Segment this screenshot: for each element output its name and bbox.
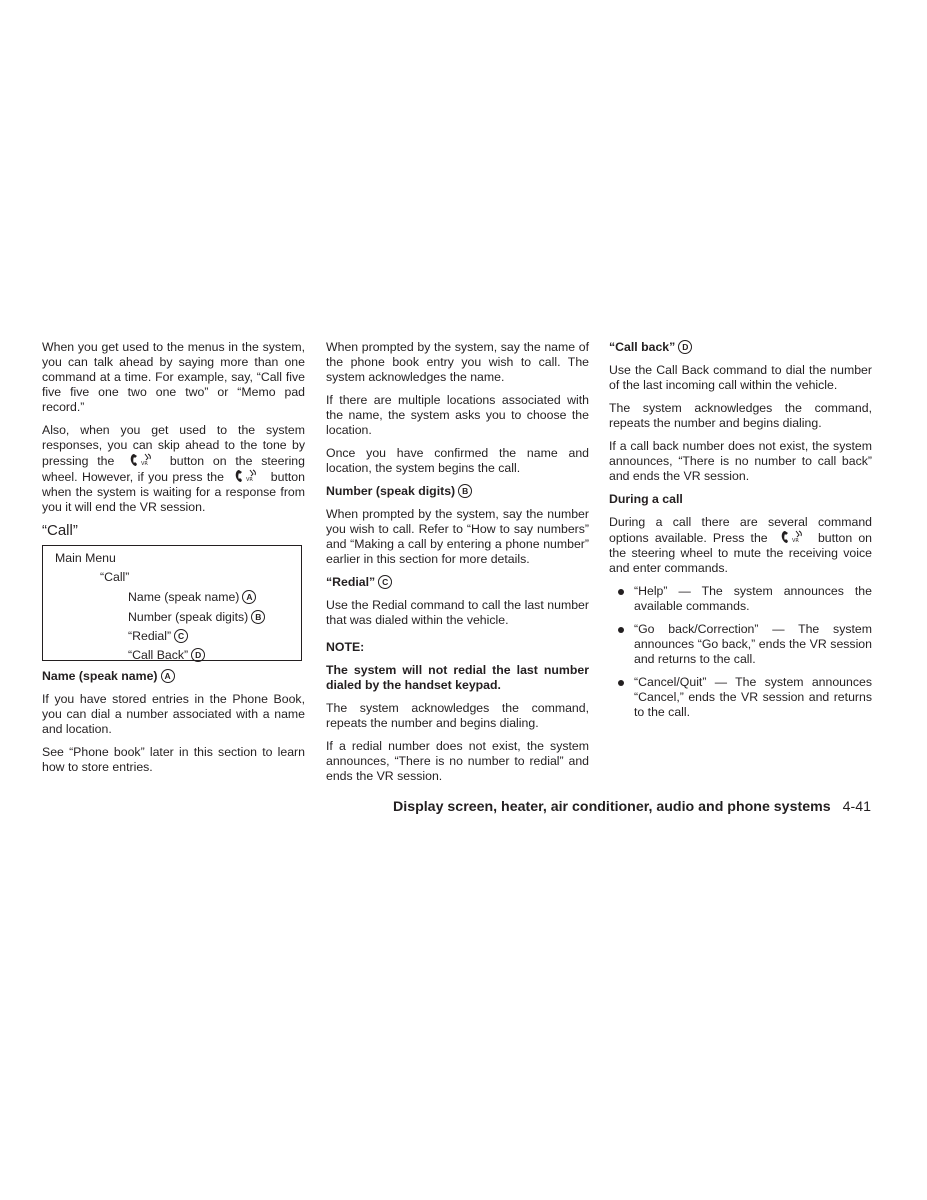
call-section-title: “Call”: [42, 522, 78, 539]
redial-heading: “Redial” C: [326, 575, 589, 590]
badge-d-icon: D: [678, 340, 692, 354]
phone-talk-icon: [234, 469, 260, 483]
during-call-paragraph: During a call there are several command options available. Press the button on the steering wheel to mute the receiving voice and enter commands.: [609, 515, 872, 575]
list-item: “Cancel/Quit” — The system announces “Cancel,” ends the VR session and returns to the call.: [609, 675, 872, 720]
prompt-number-paragraph: When prompted by the system, say the number you wish to call. Refer to “How to say numbers” and “Making a call by entering a phone number” earlier in this section for more details.: [326, 507, 589, 566]
menu-call-label: “Call”: [100, 570, 130, 584]
menu-item-name: Name (speak name) A: [128, 590, 256, 605]
skip-ahead-text-b: button on the steering wheel. However, if you press the: [42, 454, 305, 484]
page-footer: [393, 799, 871, 815]
column-2: [326, 340, 589, 792]
badge-a-icon: A: [242, 590, 256, 604]
prompt-name-paragraph: When prompted by the system, say the name of the phone book entry you wish to call. The system acknowledges the name.: [326, 340, 589, 384]
no-callback-paragraph: If a call back number does not exist, the system announces, “There is no number to call back” and ends the VR session.: [609, 439, 872, 483]
callback-ack-paragraph: The system acknowledges the command, repeats the number and begins dialing.: [609, 401, 872, 430]
confirmed-paragraph: Once you have confirmed the name and location, the system begins the call.: [326, 446, 589, 475]
multiple-locations-paragraph: If there are multiple locations associated with the name, the system asks you to choose the location.: [326, 393, 589, 437]
footer-title: Display screen, heater, air conditioner, audio and phone systems: [393, 799, 831, 815]
number-heading: Number (speak digits) B: [326, 484, 589, 499]
badge-b-icon: B: [458, 484, 472, 498]
command-list: [609, 584, 872, 720]
during-call-heading: During a call: [609, 492, 683, 506]
list-item: “Go back/Correction” — The system announces “Go back,” ends the VR session and returns to the call.: [609, 622, 872, 667]
callback-heading: “Call back” D: [609, 340, 872, 355]
phone-talk-icon: [129, 453, 155, 467]
menu-main-label: Main Menu: [55, 551, 116, 565]
badge-a-icon: A: [161, 669, 175, 683]
see-phone-book-paragraph: See “Phone book” later in this section to learn how to store entries.: [42, 745, 305, 774]
redial-paragraph: Use the Redial command to call the last number that was dialed within the vehicle.: [326, 598, 589, 627]
bullet-dot-icon: [618, 680, 624, 686]
call-menu-diagram: [42, 545, 302, 661]
badge-c-icon: C: [378, 575, 392, 589]
no-redial-paragraph: If a redial number does not exist, the system announces, “There is no number to redial” and ends the VR session.: [326, 739, 589, 783]
note-heading: NOTE:: [326, 640, 365, 654]
list-item: “Help” — The system announces the available commands.: [609, 584, 872, 614]
menu-item-number: Number (speak digits) B: [128, 610, 265, 625]
column-1: [42, 340, 305, 783]
skip-ahead-text-c: button when the system is waiting for a response from you it will end the VR session.: [42, 470, 305, 514]
column-3: [609, 340, 872, 728]
phone-book-paragraph: If you have stored entries in the Phone Book, you can dial a number associated with a name and location.: [42, 692, 305, 736]
note-text: The system will not redial the last number dialed by the handset keypad.: [326, 663, 589, 692]
name-heading: Name (speak name) A: [42, 669, 305, 684]
bullet-dot-icon: [618, 589, 624, 595]
talk-ahead-paragraph: When you get used to the menus in the system, you can talk ahead by saying more than one command at a time. For example, say, “Call five five five one two one two” or “Memo pad record.”: [42, 340, 305, 414]
bullet-dot-icon: [618, 627, 624, 633]
phone-talk-icon: [780, 530, 806, 544]
acknowledges-paragraph: The system acknowledges the command, repeats the number and begins dialing.: [326, 701, 589, 730]
menu-item-redial: “Redial” C: [128, 629, 188, 644]
skip-ahead-paragraph: [42, 423, 305, 515]
badge-d-icon: D: [191, 648, 205, 662]
badge-b-icon: B: [251, 610, 265, 624]
menu-item-callback: “Call Back” D: [128, 648, 205, 663]
callback-paragraph: Use the Call Back command to dial the number of the last incoming call within the vehicle.: [609, 363, 872, 392]
skip-ahead-text-a: Also, when you get used to the system responses, you can skip ahead to the tone by pressing the: [42, 423, 305, 468]
page-number: 4-41: [842, 799, 871, 815]
badge-c-icon: C: [174, 629, 188, 643]
